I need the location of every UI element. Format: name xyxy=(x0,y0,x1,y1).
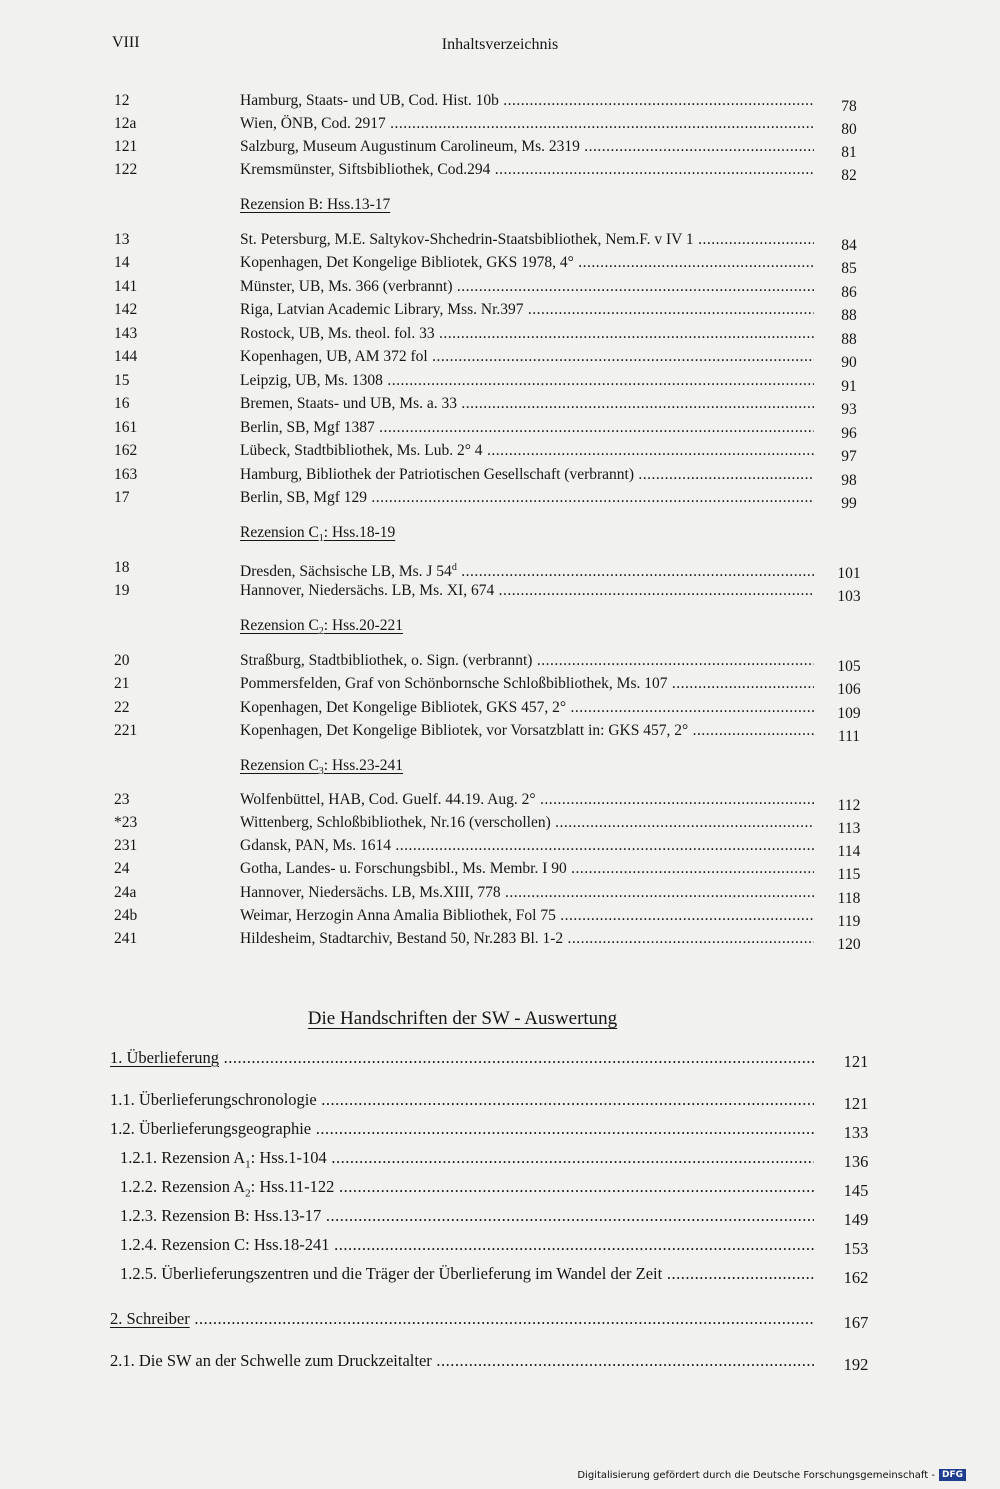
manuscript-number: 144 xyxy=(114,348,138,365)
page-ref: 82 xyxy=(841,167,857,184)
manuscript-number: 18 xyxy=(114,559,130,576)
heading-subscript: 3 xyxy=(318,766,324,778)
manuscript-number: 16 xyxy=(114,395,130,412)
toc-entry-subscript: 2 xyxy=(245,1187,251,1200)
entry-superscript: d xyxy=(451,562,457,573)
manuscript-number: 24 xyxy=(114,860,130,877)
page-ref: 136 xyxy=(843,1152,869,1171)
page-ref: 109 xyxy=(837,705,861,722)
manuscript-number: 121 xyxy=(114,138,138,155)
toc-entry-suffix: : Hss.11-122 xyxy=(250,1177,335,1196)
manuscript-entry: Pommersfelden, Graf von Schönbornsche Schloßbibliothek, Ms. 107 ..... xyxy=(240,673,814,695)
page-ref: 101 xyxy=(837,565,861,582)
page-ref: 80 xyxy=(841,121,857,138)
manuscript-number: 12 xyxy=(114,92,130,109)
page-ref: 106 xyxy=(837,681,861,698)
page-ref: 115 xyxy=(837,866,861,883)
manuscript-entry: Kremsmünster, Siftsbibliothek, Cod.294 ..... xyxy=(240,159,814,181)
toc-entry-title xyxy=(120,1146,814,1176)
table-row xyxy=(0,136,1000,161)
manuscript-entry: Hannover, Niedersächs. LB, Ms. XI, 674 ..... xyxy=(240,580,814,602)
page-ref: 112 xyxy=(837,797,861,814)
table-row xyxy=(0,928,1000,953)
manuscript-entry: Salzburg, Museum Augustinum Carolineum, Ms. 2319 ..... xyxy=(240,136,814,158)
manuscript-number: 22 xyxy=(114,699,130,716)
digitization-footer xyxy=(577,1469,966,1481)
heading-suffix: : Hss.23-241 xyxy=(323,757,404,774)
table-row xyxy=(0,276,1000,301)
toc-entry-title: 1.2.3. Rezension B: Hss.13-17 ..... xyxy=(120,1204,814,1228)
page-ref: 97 xyxy=(841,448,857,465)
manuscript-number: 24b xyxy=(114,907,138,924)
toc-entry xyxy=(0,1204,1000,1230)
page-ref: 120 xyxy=(837,936,861,953)
manuscript-entry: Kopenhagen, Det Kongelige Bibliotek, vor Vorsatzblatt in: GKS 457, 2° ..... xyxy=(240,720,814,742)
page-ref: 99 xyxy=(841,495,857,512)
manuscript-entry: Gotha, Landes- u. Forschungsbibl., Ms. Membr. I 90 ..... xyxy=(240,858,814,880)
table-row xyxy=(0,440,1000,465)
page-ref: 84 xyxy=(841,237,857,254)
page-ref: 88 xyxy=(841,307,857,324)
toc-entry xyxy=(0,1088,1000,1114)
page-number: VIII xyxy=(112,34,140,51)
table-row xyxy=(0,557,1000,582)
toc-entry-title: 2.1. Die SW an der Schwelle zum Druckzeitalter ..... xyxy=(110,1349,814,1373)
entry-text: Dresden, Sächsische LB, Ms. J 54 xyxy=(240,563,452,581)
page-ref: 121 xyxy=(843,1094,869,1113)
manuscript-entry: Berlin, SB, Mgf 1387 ..... xyxy=(240,417,814,439)
page-ref: 81 xyxy=(841,144,857,161)
manuscript-entry: Leipzig, UB, Ms. 1308 ..... xyxy=(240,370,814,392)
table-row xyxy=(0,299,1000,324)
page-ref: 192 xyxy=(843,1355,869,1374)
page-ref: 153 xyxy=(843,1239,869,1258)
manuscript-entry: Münster, UB, Ms. 366 (verbrannt) ..... xyxy=(240,276,814,298)
table-row xyxy=(0,229,1000,254)
table-row xyxy=(0,789,1000,814)
toc-entry xyxy=(0,1233,1000,1259)
toc-entry-prefix: 1.2.2. Rezension A xyxy=(120,1177,246,1196)
page-ref: 162 xyxy=(843,1268,869,1287)
dfg-logo: DFG xyxy=(939,1469,966,1481)
manuscript-number: 19 xyxy=(114,582,130,599)
page-ref: 133 xyxy=(843,1123,869,1142)
manuscript-entry: Hildesheim, Stadtarchiv, Bestand 50, Nr.283 Bl. 1-2 ..... xyxy=(240,928,814,950)
recension-heading-c1 xyxy=(240,522,395,550)
table-row xyxy=(0,580,1000,605)
manuscript-entry: Wien, ÖNB, Cod. 2917 ..... xyxy=(240,113,814,135)
toc-entry-suffix: : Hss.1-104 xyxy=(250,1148,327,1167)
recension-heading-c3 xyxy=(240,755,403,783)
manuscript-entry: Hamburg, Staats- und UB, Cod. Hist. 10b ..... xyxy=(240,90,814,112)
manuscript-entry: Wolfenbüttel, HAB, Cod. Guelf. 44.19. Aug. 2° ..... xyxy=(240,789,814,811)
toc-entry xyxy=(0,1046,1000,1072)
page-ref: 78 xyxy=(841,98,857,115)
recension-heading-c2 xyxy=(240,615,403,643)
heading-suffix: : Hss.20-221 xyxy=(323,617,404,634)
toc-entry-title xyxy=(110,1046,814,1070)
table-row xyxy=(0,905,1000,930)
table-row xyxy=(0,673,1000,698)
table-row xyxy=(0,417,1000,442)
toc-entry-title xyxy=(120,1175,814,1205)
toc-entry-title: 1.2.5. Überlieferungszentren und die Träger der Überlieferung im Wandel der Zeit ..... xyxy=(120,1262,814,1286)
page-ref: 149 xyxy=(843,1210,869,1229)
recension-heading-b: Rezension B: Hss.13-17 xyxy=(240,196,391,213)
heading-suffix: : Hss.18-19 xyxy=(323,524,396,541)
page-title: Inhaltsverzeichnis xyxy=(441,36,559,53)
table-row xyxy=(0,487,1000,512)
page-ref: 121 xyxy=(843,1052,869,1071)
table-row xyxy=(0,393,1000,418)
toc-entry-title: 1.2.4. Rezension C: Hss.18-241 ..... xyxy=(120,1233,814,1257)
manuscript-number: 14 xyxy=(114,254,130,271)
manuscript-entry: Kopenhagen, UB, AM 372 fol ..... xyxy=(240,346,814,368)
manuscript-entry: Hannover, Niedersächs. LB, Ms.XIII, 778 ..... xyxy=(240,882,814,904)
page-ref: 85 xyxy=(841,260,857,277)
page-ref: 88 xyxy=(841,331,857,348)
toc-entry xyxy=(0,1262,1000,1288)
page-ref: 113 xyxy=(837,820,861,837)
manuscript-entry: Rostock, UB, Ms. theol. fol. 33 ..... xyxy=(240,323,814,345)
toc-entry xyxy=(0,1349,1000,1375)
heading-subscript: 2 xyxy=(318,626,324,638)
manuscript-entry: Straßburg, Stadtbibliothek, o. Sign. (verbrannt) ..... xyxy=(240,650,814,672)
table-row xyxy=(0,835,1000,860)
table-row xyxy=(0,90,1000,115)
heading-subscript: 1 xyxy=(318,533,324,545)
manuscript-number: 162 xyxy=(114,442,138,459)
page-ref: 96 xyxy=(841,425,857,442)
toc-entry-title xyxy=(110,1307,814,1331)
manuscript-entry: Weimar, Herzogin Anna Amalia Bibliothek, Fol 75 ..... xyxy=(240,905,814,927)
toc-entry-heading: 1. Überlieferung xyxy=(110,1048,220,1067)
toc-entry-subscript: 1 xyxy=(245,1158,251,1171)
toc-entry xyxy=(0,1146,1000,1172)
manuscript-entry: Bremen, Staats- und UB, Ms. a. 33 ..... xyxy=(240,393,814,415)
heading-prefix: Rezension C xyxy=(240,757,319,774)
manuscript-number: 23 xyxy=(114,791,130,808)
manuscript-number: 161 xyxy=(114,419,138,436)
manuscript-entry: Lübeck, Stadtbibliothek, Ms. Lub. 2° 4 ..... xyxy=(240,440,814,462)
manuscript-number: 141 xyxy=(114,278,138,295)
page-ref: 98 xyxy=(841,472,857,489)
manuscript-number: 20 xyxy=(114,652,130,669)
page-ref: 167 xyxy=(843,1313,869,1332)
table-row xyxy=(0,113,1000,138)
manuscript-entry: Kopenhagen, Det Kongelige Bibliotek, GKS 457, 2° ..... xyxy=(240,697,814,719)
page-ref: 119 xyxy=(837,913,861,930)
manuscript-number: 241 xyxy=(114,930,138,947)
table-row xyxy=(0,159,1000,184)
page-ref: 91 xyxy=(841,378,857,395)
manuscript-entry: Wittenberg, Schloßbibliothek, Nr.16 (verschollen) ..... xyxy=(240,812,814,834)
table-row xyxy=(0,464,1000,489)
page-ref: 103 xyxy=(837,588,861,605)
manuscript-number: 142 xyxy=(114,301,138,318)
manuscript-entry: Riga, Latvian Academic Library, Mss. Nr.397 ..... xyxy=(240,299,814,321)
page-ref: 93 xyxy=(841,401,857,418)
toc-entry-prefix: 1.2.1. Rezension A xyxy=(120,1148,246,1167)
table-row xyxy=(0,812,1000,837)
manuscript-number: 163 xyxy=(114,466,138,483)
page-ref: 90 xyxy=(841,354,857,371)
page-ref: 118 xyxy=(837,890,861,907)
manuscript-entry: Gdansk, PAN, Ms. 1614 ..... xyxy=(240,835,814,857)
page-ref: 111 xyxy=(837,728,861,745)
manuscript-entry: Hamburg, Bibliothek der Patriotischen Gesellschaft (verbrannt) ..... xyxy=(240,464,814,486)
page-ref: 145 xyxy=(843,1181,869,1200)
manuscript-number: 21 xyxy=(114,675,130,692)
manuscript-number: 12a xyxy=(114,115,137,132)
toc-entry-heading: 2. Schreiber xyxy=(110,1309,190,1328)
manuscript-number: *23 xyxy=(114,814,138,831)
toc-entry-title: 1.2. Überlieferungsgeographie ..... xyxy=(110,1117,814,1141)
page-ref: 86 xyxy=(841,284,857,301)
heading-prefix: Rezension C xyxy=(240,617,319,634)
manuscript-entry: St. Petersburg, M.E. Saltykov-Shchedrin-Staatsbibliothek, Nem.F. v IV 1 ..... xyxy=(240,229,814,251)
table-row xyxy=(0,650,1000,675)
table-row xyxy=(0,882,1000,907)
table-row xyxy=(0,370,1000,395)
table-row xyxy=(0,697,1000,722)
table-row xyxy=(0,720,1000,745)
toc-entry xyxy=(0,1307,1000,1333)
heading-prefix: Rezension C xyxy=(240,524,319,541)
manuscript-entry: Berlin, SB, Mgf 129 ..... xyxy=(240,487,814,509)
table-row xyxy=(0,323,1000,348)
toc-entry xyxy=(0,1117,1000,1143)
section-title: Die Handschriften der SW - Auswertung xyxy=(307,1008,618,1029)
footer-text: Digitalisierung gefördert durch die Deutsche Forschungsgemeinschaft - xyxy=(577,1469,935,1481)
manuscript-number: 221 xyxy=(114,722,138,739)
manuscript-number: 122 xyxy=(114,161,138,178)
manuscript-number: 231 xyxy=(114,837,138,854)
manuscript-entry: Kopenhagen, Det Kongelige Bibliotek, GKS 1978, 4° ..... xyxy=(240,252,814,274)
manuscript-number: 143 xyxy=(114,325,138,342)
table-row xyxy=(0,346,1000,371)
manuscript-number: 24a xyxy=(114,884,137,901)
manuscript-number: 13 xyxy=(114,231,130,248)
table-row xyxy=(0,858,1000,883)
page-ref: 114 xyxy=(837,843,861,860)
toc-entry xyxy=(0,1175,1000,1201)
manuscript-number: 15 xyxy=(114,372,130,389)
table-row xyxy=(0,252,1000,277)
toc-entry-title: 1.1. Überlieferungschronologie ..... xyxy=(110,1088,814,1112)
page-ref: 105 xyxy=(837,658,861,675)
manuscript-number: 17 xyxy=(114,489,130,506)
